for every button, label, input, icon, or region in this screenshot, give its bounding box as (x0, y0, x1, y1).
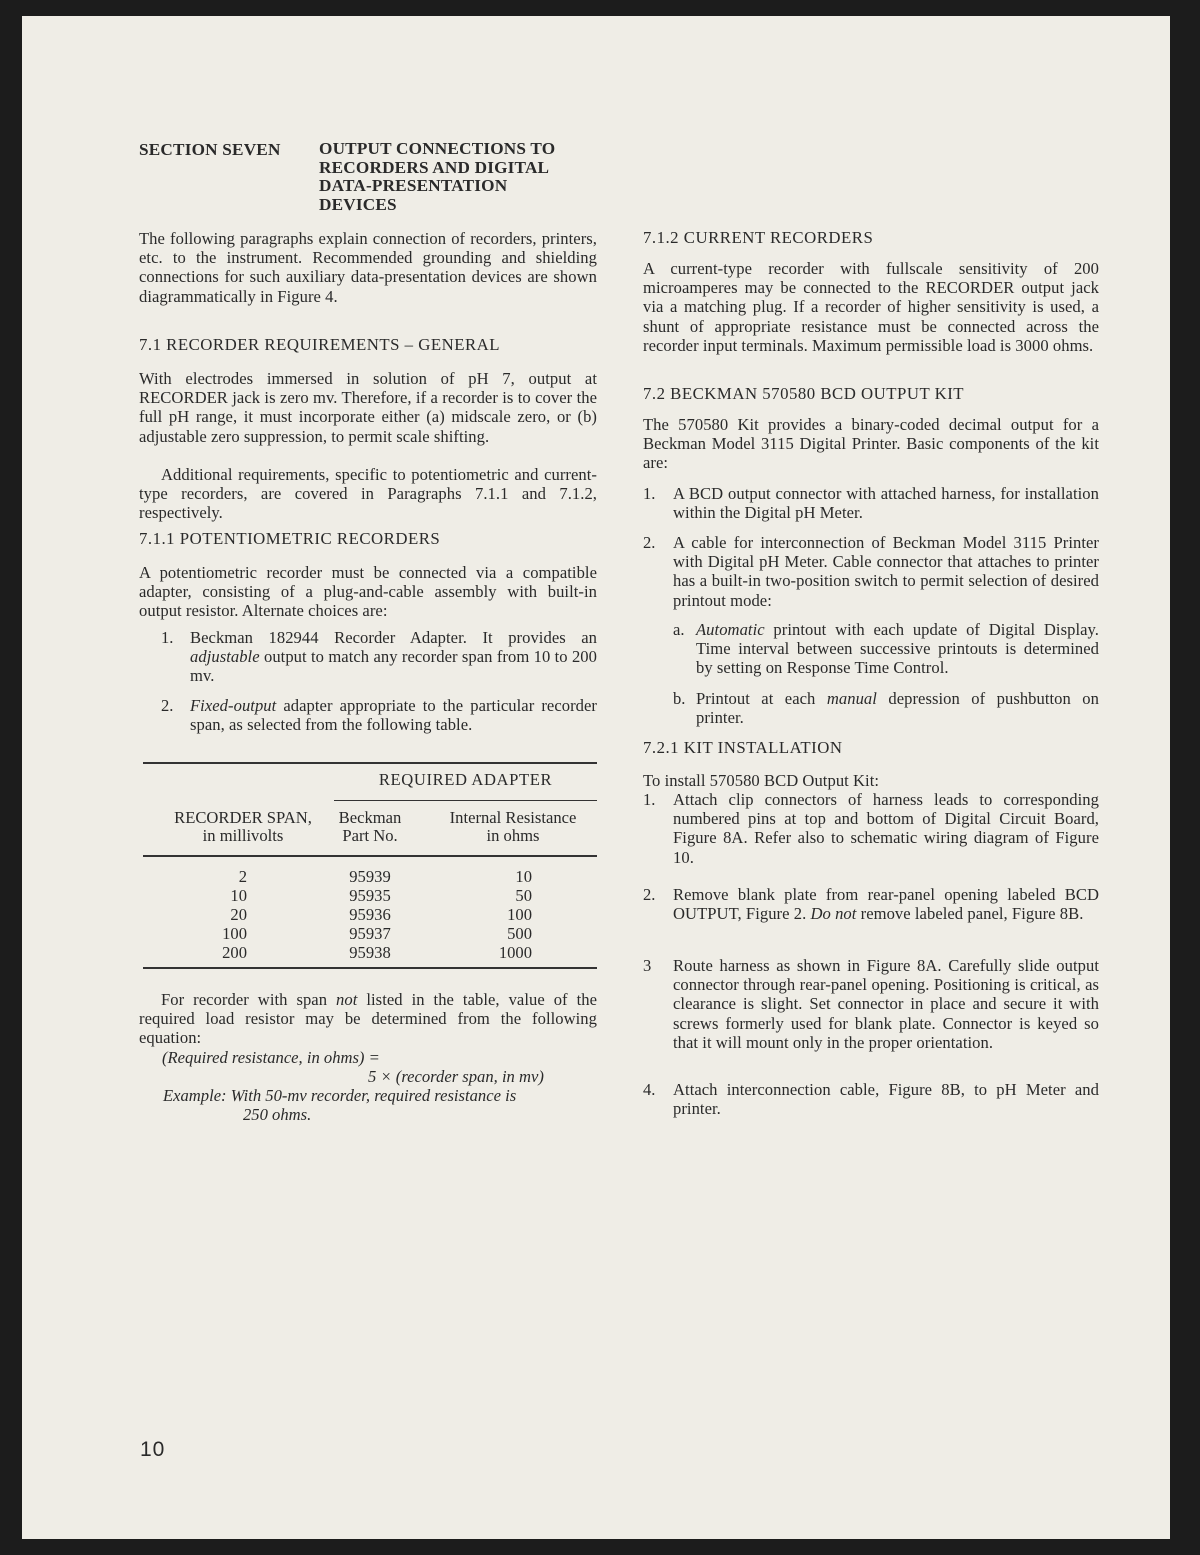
example-line: Example: With 50-mv recorder, required resistance is (163, 1086, 517, 1105)
header-line: in millivolts (202, 826, 284, 845)
section-title (319, 140, 619, 214)
table-top-rule (143, 762, 597, 764)
section-title-line: DATA-PRESENTATION (319, 176, 508, 195)
cell-resistance: 10 (515, 867, 532, 886)
list-item (161, 628, 597, 686)
list-item (643, 533, 1099, 610)
cell-part: 95936 (349, 905, 391, 924)
equation-line: (Required resistance, in ohms) = (162, 1048, 380, 1067)
list-item (643, 885, 1099, 923)
cell-span: 200 (222, 943, 247, 962)
text-run: printout with each update of Digital Display. Time interval between successive printouts is determined by setting on Response Time Control. (696, 620, 1099, 678)
list-item (643, 1080, 1099, 1118)
cell-part: 95937 (349, 924, 391, 943)
cell-resistance: 500 (507, 924, 532, 943)
heading-7-1-2: 7.1.2 CURRENT RECORDERS (643, 228, 874, 247)
heading-7-1: 7.1 RECORDER REQUIREMENTS – GENERAL (139, 335, 501, 354)
list-number: 2. (643, 533, 656, 552)
cell-resistance: 1000 (498, 943, 532, 962)
paragraph-7-2: The 570580 Kit provides a binary-coded decimal output for a Beckman Model 3115 Digital Printer. Basic components of the kit are: (643, 415, 1099, 473)
cell-resistance: 50 (515, 886, 532, 905)
list-text: Attach clip connectors of harness leads to corresponding numbered pins at top and bottom of Digital Circuit Board, Figure 8A. Refer also to schematic wiring diagram of Figure 10. (673, 790, 1099, 867)
example-line: 250 ohms. (243, 1105, 312, 1124)
document-page (22, 16, 1170, 1539)
list-item (673, 620, 1099, 678)
list-number: 1. (643, 484, 656, 503)
text-run: adapter appropriate to the particular recorder span, as selected from the following table. (190, 696, 597, 735)
col-header-part (325, 809, 415, 845)
section-title-line: OUTPUT CONNECTIONS TO (319, 139, 556, 158)
list-text: Route harness as shown in Figure 8A. Carefully slide output connector through rear-panel opening. Positioning is critical, as clearance is slight. Set connector in place and secure it with screws formerly used for blank plate. Connector is keyed so that it will mount only in the proper orientation. (673, 956, 1099, 1052)
list-item (643, 484, 1099, 522)
text-run: Remove blank plate from rear-panel opening labeled BCD OUTPUT, Figure 2. (673, 885, 1099, 924)
emphasis: manual (826, 689, 877, 708)
heading-7-2: 7.2 BECKMAN 570580 BCD OUTPUT KIT (643, 384, 965, 403)
header-rule (143, 855, 597, 857)
emphasis: not (336, 990, 358, 1009)
page-number: 10 (140, 1438, 166, 1461)
cell-part: 95939 (349, 867, 391, 886)
text-run: Printout at each (696, 689, 816, 708)
col-header-span (143, 809, 343, 845)
text-run: For recorder with span (161, 990, 328, 1009)
intro-paragraph: The following paragraphs explain connection of recorders, printers, etc. to the instrument. Recommended grounding and shielding connections for such auxiliary data-presentation devices are shown diagrammatically in Figure 4. (139, 229, 597, 306)
text-run: 5 × (recorder span, in mv) (368, 1067, 544, 1086)
header-line: RECORDER SPAN, (174, 808, 312, 827)
section-title-line: DEVICES (319, 194, 397, 214)
list-item (673, 689, 1099, 727)
header-line: Internal Resistance (449, 808, 577, 827)
list-number: 4. (643, 1080, 656, 1099)
paragraph-7-1-1: A potentiometric recorder must be connected via a compatible adapter, consisting of a plug-and-cable assembly with built-in output resistor. Alternate choices are: (139, 563, 597, 621)
heading-7-1-1: 7.1.1 POTENTIOMETRIC RECORDERS (139, 529, 441, 548)
emphasis: Fixed-output (190, 696, 277, 715)
heading-7-2-1: 7.2.1 KIT INSTALLATION (643, 738, 843, 757)
equation-line (368, 1067, 544, 1086)
text-run: remove labeled panel, Figure 8B. (860, 904, 1084, 924)
paragraph-after-table (139, 990, 597, 1048)
cell-span: 100 (222, 924, 247, 943)
section-label: SECTION SEVEN (139, 140, 281, 159)
list-text (190, 696, 597, 734)
cell-resistance: 100 (507, 905, 532, 924)
list-number: 3 (643, 956, 652, 975)
list-item (643, 790, 1099, 867)
cell-part: 95938 (349, 943, 391, 962)
emphasis: adjustable (190, 647, 260, 667)
emphasis: Automatic (696, 620, 765, 639)
list-number: 1. (643, 790, 656, 809)
text-run: listed in the table, value of the required load resistor may be determined from the following equation: (139, 990, 598, 1048)
group-rule (334, 800, 597, 801)
list-number: 2. (643, 885, 656, 904)
list-item (161, 696, 597, 734)
header-line: in ohms (486, 826, 540, 845)
paragraph-7-1-2: A current-type recorder with fullscale sensitivity of 200 microamperes may be connected to the RECORDER output jack via a matching plug. If a recorder of higher sensitivity is used, a shunt of appropriate resistance must be connected across the recorder input terminals. Maximum permissible load is 3000 ohms. (643, 259, 1099, 355)
list-item (643, 956, 1099, 1052)
list-letter: a. (673, 620, 685, 639)
list-number: 1. (161, 628, 174, 647)
list-text (696, 689, 1099, 727)
list-text: A BCD output connector with attached harness, for installation within the Digital pH Meter. (673, 484, 1099, 523)
list-number: 2. (161, 696, 174, 715)
list-text: A cable for interconnection of Beckman Model 3115 Printer with Digital pH Meter. Cable connector that attaches to printer has a built-in two-position switch to permit selection of desired printout mode: (673, 533, 1099, 610)
paragraph-7-1-b: Additional requirements, specific to potentiometric and current-type recorders, are covered in Paragraphs 7.1.1 and 7.1.2, respectively. (139, 465, 597, 523)
list-letter: b. (673, 689, 686, 708)
text-run: output to match any recorder span from 10 to 200 mv. (190, 647, 597, 686)
section-title-line: RECORDERS AND DIGITAL (319, 157, 550, 177)
text-run: Beckman 182944 Recorder Adapter. It provides an (190, 628, 597, 647)
cell-span: 20 (230, 905, 247, 924)
cell-span: 10 (230, 886, 247, 905)
table-bottom-rule (143, 967, 597, 969)
col-header-resistance (428, 809, 598, 845)
text-run: depression of pushbutton on printer. (696, 689, 1100, 728)
cell-span: 2 (238, 867, 247, 886)
emphasis: Do not (810, 904, 857, 924)
paragraph-7-1-a: With electrodes immersed in solution of pH 7, output at RECORDER jack is zero mv. Therefore, if a recorder is to cover the full pH range, it must incorporate either (a) midscale zero, or (b) adjustable zero suppression, to permit scale shifting. (139, 369, 597, 446)
header-line: Part No. (342, 826, 398, 845)
list-text (673, 885, 1099, 923)
list-text: Attach interconnection cable, Figure 8B, to pH Meter and printer. (673, 1080, 1099, 1119)
paragraph-7-2-1: To install 570580 BCD Output Kit: (643, 771, 880, 790)
list-text (696, 620, 1099, 678)
list-text (190, 628, 597, 686)
header-line: Beckman (338, 808, 402, 827)
table-group-header: REQUIRED ADAPTER (378, 770, 553, 789)
cell-part: 95935 (349, 886, 391, 905)
